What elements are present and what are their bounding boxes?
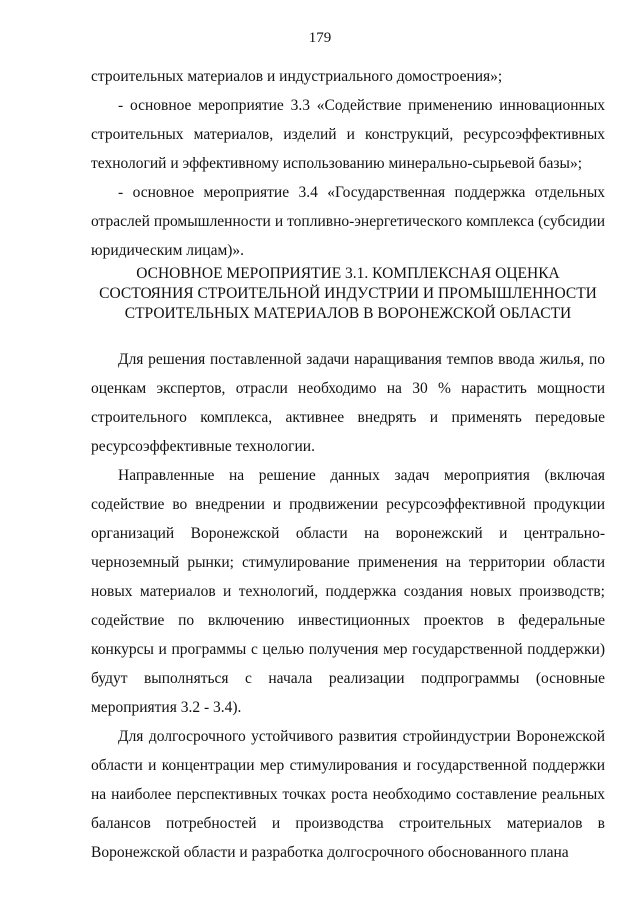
paragraph-1: Для решения поставленной задачи наращивания темпов ввода жилья, по оценкам экспертов, отрасли необходимо на 30 % нарастить мощности строительного комплекса, активнее внедрять и применять передовые ресурсоэффективные технологии.: [91, 351, 605, 455]
heading-line-1: ОСНОВНОЕ МЕРОПРИЯТИЕ 3.1. КОМПЛЕКСНАЯ ОЦЕНКА: [136, 265, 560, 282]
heading-line-2: СОСТОЯНИЯ СТРОИТЕЛЬНОЙ ИНДУСТРИИ И ПРОМЫШЛЕННОСТИ: [99, 285, 597, 302]
page-number: 179: [308, 30, 332, 46]
list-item-3-3: - основное мероприятие 3.3 «Содействие применению инновационных строительных материалов, изделий и конструкций, ресурсоэффективных технологий и эффективному использованию минерально-сырьевой базы»;: [91, 97, 605, 172]
list-item-3-4: - основное мероприятие 3.4 «Государственная поддержка отдельных отраслей промышленности и топливно-энергетического комплекса (субсидии юридическим лицам)».: [91, 184, 605, 259]
heading-line-3: СТРОИТЕЛЬНЫХ МАТЕРИАЛОВ В ВОРОНЕЖСКОЙ ОБЛАСТИ: [124, 305, 572, 322]
paragraph-2: Направленные на решение данных задач мероприятия (включая содействие во внедрении и продвижении ресурсоэффективной продукции организаций Воронежской области на воронежский и центрально-черноземный рынки; стимулирование применения на территории области новых материалов и технологий, поддержка создания новых производств; содействие по включению инвестиционных проектов в федеральные конкурсы и программы с целью получения мер государственной поддержки) будут выполняться с начала реализации подпрограммы (основные мероприятия 3.2 - 3.4).: [91, 467, 605, 716]
paragraph-3: Для долгосрочного устойчивого развития стройиндустрии Воронежской области и концентрации мер стимулирования и государственной поддержки на наиболее перспективных точках роста необходимо составление реальных балансов потребностей и производства строительных материалов в Воронежской области и разработка долгосрочного обоснованного плана: [91, 728, 605, 861]
intro-continuation: строительных материалов и индустриального домостроения»;: [91, 68, 503, 85]
section-heading: [91, 264, 605, 324]
main-text-block: [91, 345, 605, 867]
intro-block: [91, 62, 605, 265]
